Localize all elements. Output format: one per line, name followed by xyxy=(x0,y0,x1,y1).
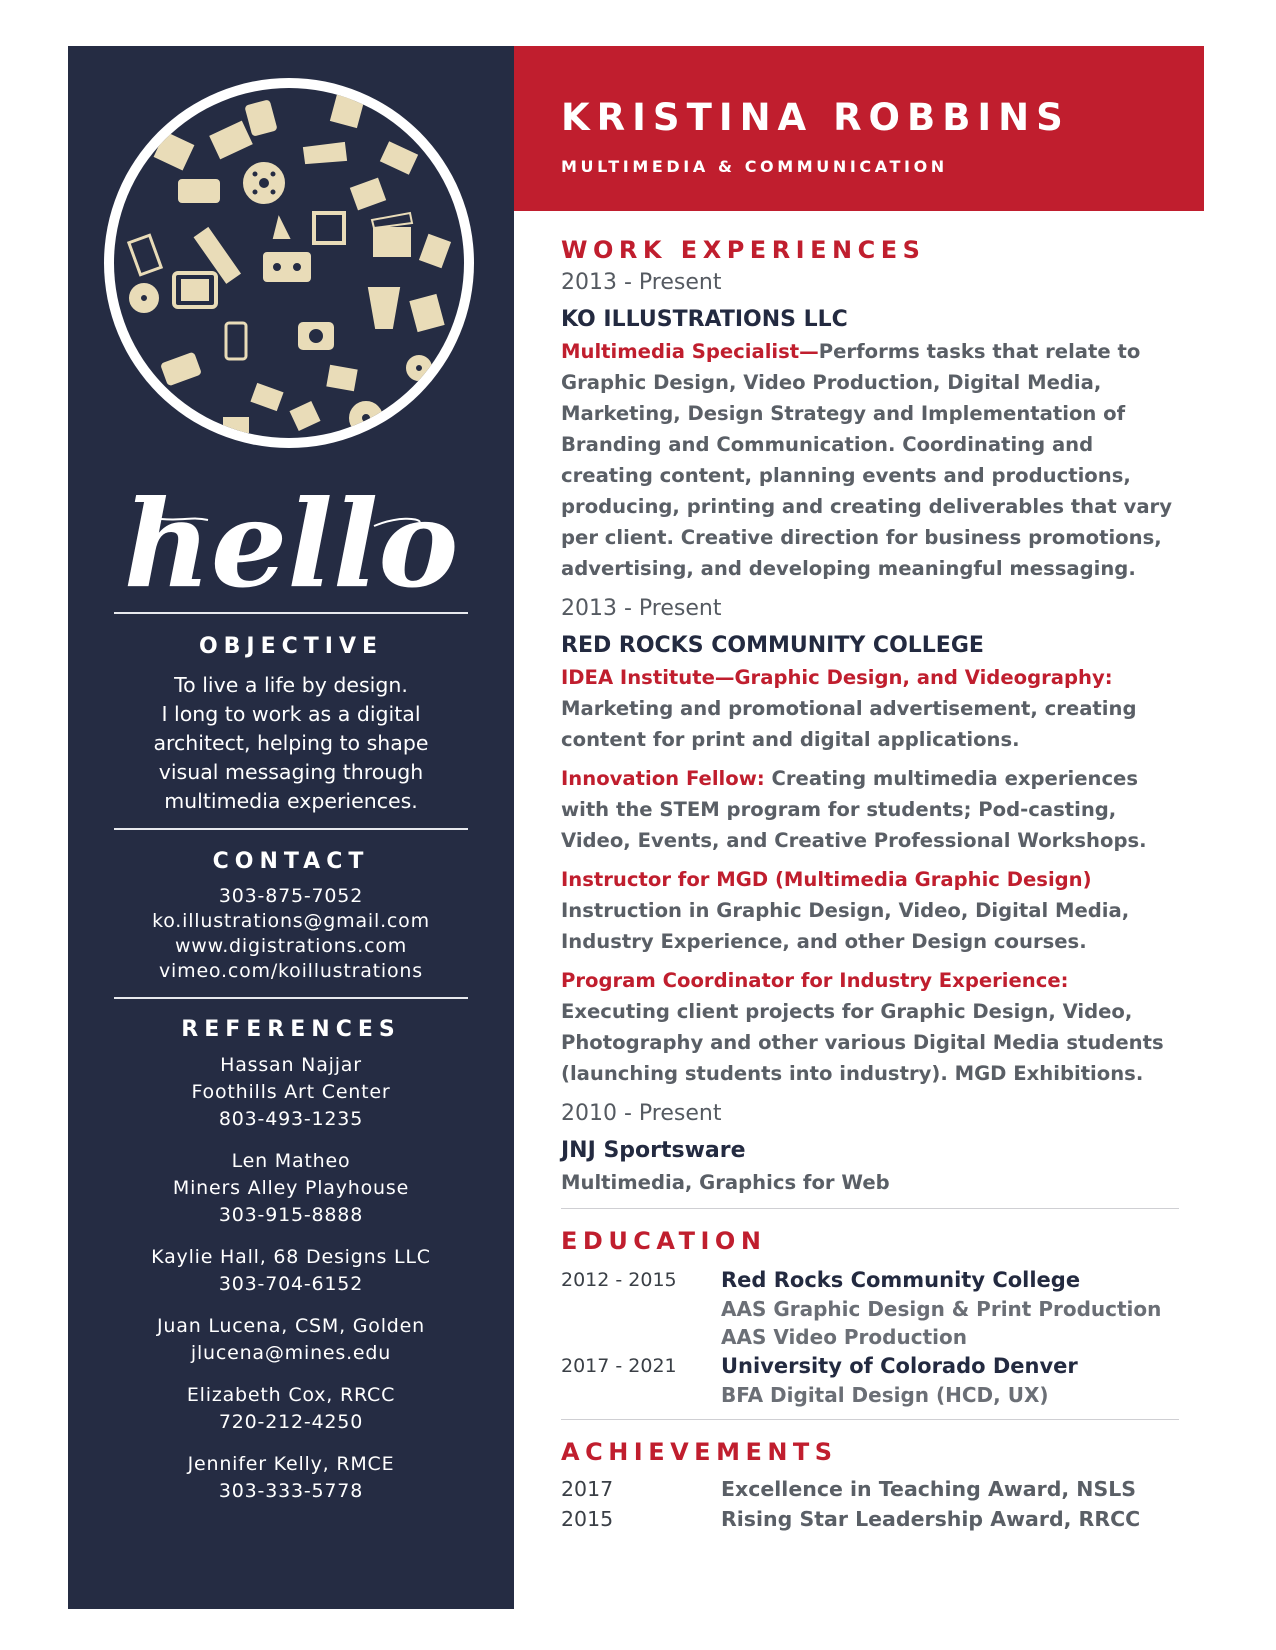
education-years: 2012 - 2015 xyxy=(561,1269,677,1291)
reference-name: Elizabeth Cox, RRCC xyxy=(186,1384,396,1406)
reference-item xyxy=(68,1382,514,1436)
divider xyxy=(561,1419,1179,1420)
job-description: Executing client projects for Graphic Design, Video, Photography and other various Digital Media students (launching students into industry). MGD Exhibitions. xyxy=(561,1000,1164,1085)
education-degree: AAS Graphic Design & Print Production xyxy=(721,1297,1162,1321)
reference-item xyxy=(68,1313,514,1367)
education-years: 2017 - 2021 xyxy=(561,1355,677,1377)
achievement-item xyxy=(561,1504,1186,1534)
profile-badge xyxy=(104,78,474,448)
media-icons-pattern xyxy=(114,88,464,438)
contact-email[interactable]: ko.illustrations@gmail.com xyxy=(152,910,430,932)
objective-heading: OBJECTIVE xyxy=(198,634,384,659)
achievement-item xyxy=(561,1474,1186,1504)
job-company: JNJ Sportsware xyxy=(561,1138,746,1163)
reference-phone: 720-212-4250 xyxy=(218,1411,364,1433)
job-company: KO ILLUSTRATIONS LLC xyxy=(561,307,848,332)
education-heading: EDUCATION xyxy=(561,1227,767,1255)
name-header xyxy=(514,46,1204,211)
job-entry xyxy=(561,662,1186,755)
media-icons-illustration xyxy=(114,88,464,438)
objective-section xyxy=(68,634,514,816)
divider xyxy=(114,828,468,830)
job-role: Instructor for MGD (Multimedia Graphic Design) xyxy=(561,868,1092,891)
job-role: Program Coordinator for Industry Experience: xyxy=(561,969,1069,992)
education-school: University of Colorado Denver xyxy=(721,1354,1078,1378)
reference-name: Jennifer Kelly, RMCE xyxy=(187,1453,395,1475)
achievement-text: Excellence in Teaching Award, NSLS xyxy=(721,1477,1137,1501)
job-entry xyxy=(561,336,1186,584)
job-date: 2010 - Present xyxy=(561,1101,722,1126)
objective-line: To live a life by design. xyxy=(174,673,408,697)
references-section xyxy=(68,1017,514,1520)
job-entry xyxy=(561,763,1186,856)
contact-phone[interactable]: 303-875-7052 xyxy=(218,885,364,907)
job-company: RED ROCKS COMMUNITY COLLEGE xyxy=(561,633,984,658)
job-description: Instruction in Graphic Design, Video, Digital Media, Industry Experience, and other Design courses. xyxy=(561,899,1130,953)
objective-line: architect, helping to shape xyxy=(153,731,429,755)
reference-item xyxy=(68,1052,514,1133)
job-role: Multimedia, Graphics for Web xyxy=(561,1171,890,1194)
reference-name: Len Matheo xyxy=(231,1150,351,1172)
reference-phone: 303-333-5778 xyxy=(218,1480,364,1502)
achievement-year: 2015 xyxy=(561,1507,614,1531)
objective-line: visual messaging through xyxy=(158,760,424,784)
divider xyxy=(114,997,468,999)
work-heading: WORK EXPERIENCES xyxy=(561,236,926,264)
reference-phone: 803-493-1235 xyxy=(218,1108,364,1130)
job-entry xyxy=(561,965,1186,1089)
job-description: Creating multimedia experiences with the STEM program for students; Pod-casting, Video, Events, and Creative Professional Workshops. xyxy=(561,767,1147,852)
hello-text: hello xyxy=(123,474,459,615)
reference-name: Kaylie Hall, 68 Designs LLC xyxy=(151,1246,431,1268)
divider xyxy=(561,1208,1179,1209)
contact-website[interactable]: www.digistrations.com xyxy=(174,935,408,957)
education-degree: BFA Digital Design (HCD, UX) xyxy=(721,1383,1049,1407)
objective-line: I long to work as a digital xyxy=(161,702,421,726)
education-item xyxy=(561,1265,1186,1351)
job-description: Marketing and promotional advertisement, creating content for print and digital applications. xyxy=(561,697,1137,751)
objective-line: multimedia experiences. xyxy=(164,789,418,813)
education-school: Red Rocks Community College xyxy=(721,1268,1081,1292)
reference-name: Juan Lucena, CSM, Golden xyxy=(157,1315,425,1337)
reference-org: Foothills Art Center xyxy=(191,1081,391,1103)
divider xyxy=(114,612,468,614)
reference-email: jlucena@mines.edu xyxy=(190,1342,392,1364)
job-role: Multimedia Specialist— xyxy=(561,340,819,363)
contact-heading: CONTACT xyxy=(212,849,370,874)
job-date: 2013 - Present xyxy=(561,596,722,621)
job-entry xyxy=(561,864,1186,957)
job-date: 2013 - Present xyxy=(561,270,722,295)
main-content xyxy=(561,236,1186,1534)
education-degree: AAS Video Production xyxy=(721,1325,967,1349)
sidebar xyxy=(68,46,514,1609)
reference-item xyxy=(68,1451,514,1505)
reference-name: Hassan Najjar xyxy=(220,1054,362,1076)
achievement-text: Rising Star Leadership Award, RRCC xyxy=(721,1507,1141,1531)
person-title: MULTIMEDIA & COMMUNICATION xyxy=(561,157,948,176)
achievement-year: 2017 xyxy=(561,1477,614,1501)
reference-item xyxy=(68,1244,514,1298)
job-role: Innovation Fellow: xyxy=(561,767,765,790)
references-heading: REFERENCES xyxy=(181,1017,401,1042)
reference-item xyxy=(68,1148,514,1229)
reference-org: Miners Alley Playhouse xyxy=(172,1177,410,1199)
achievements-heading: ACHIEVEMENTS xyxy=(561,1438,838,1466)
reference-phone: 303-915-8888 xyxy=(218,1204,364,1226)
job-role: IDEA Institute—Graphic Design, and Videography: xyxy=(561,666,1113,689)
education-item xyxy=(561,1351,1186,1409)
contact-section xyxy=(68,849,514,984)
person-name: KRISTINA ROBBINS xyxy=(561,96,1070,139)
reference-phone: 303-704-6152 xyxy=(218,1273,364,1295)
objective-text xyxy=(68,671,514,816)
job-description: Performs tasks that relate to Graphic Design, Video Production, Digital Media, Marketing, Design Strategy and Implementation of Branding and Communication. Coordinating and creating content, planning events and productions, producing, printing and creating deliverables that vary per client. Creative direction for business promotions, advertising, and developing meaningful messaging. xyxy=(561,340,1172,580)
contact-vimeo[interactable]: vimeo.com/koillustrations xyxy=(159,960,423,982)
